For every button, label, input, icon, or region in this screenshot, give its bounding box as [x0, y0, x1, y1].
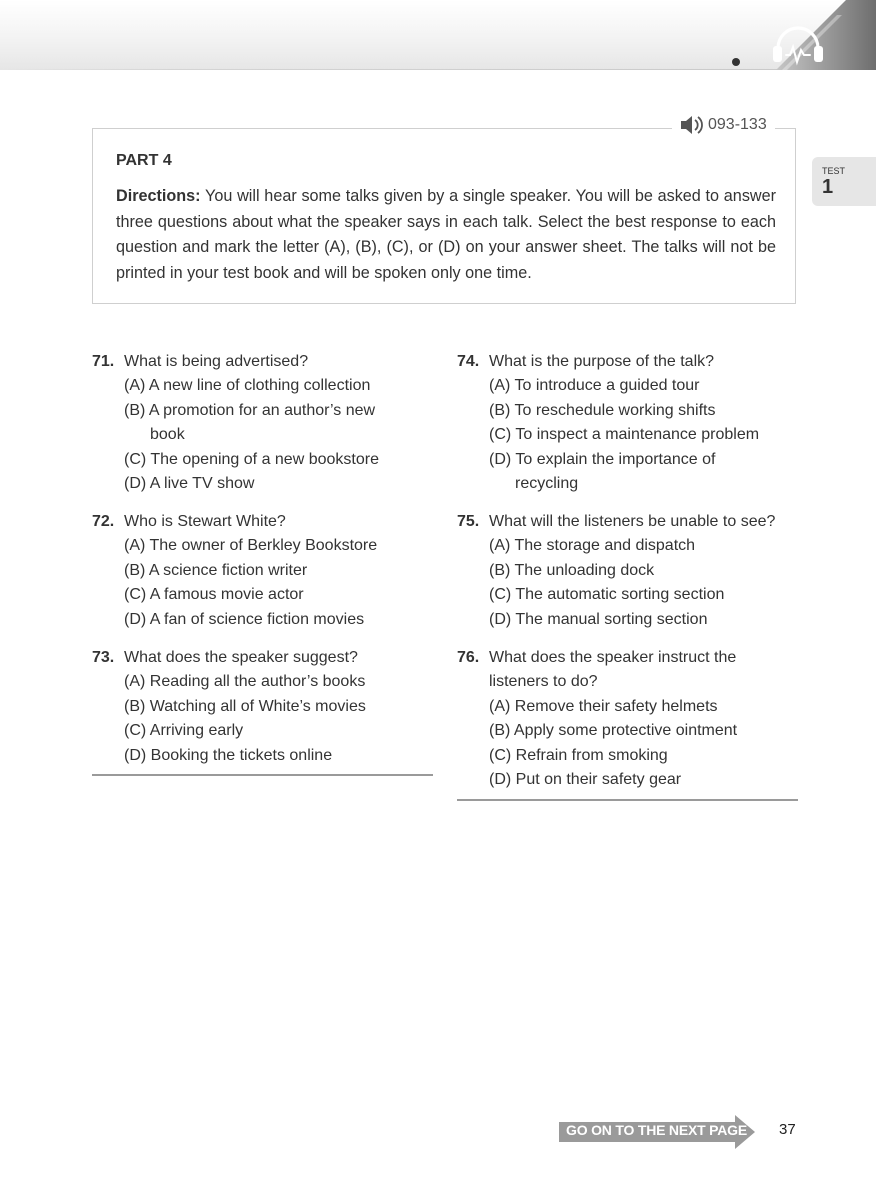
test-tab-label: TEST — [822, 166, 846, 176]
go-to-next-page-label: GO ON TO THE NEXT PAGE — [566, 1122, 747, 1138]
answer-option-a: (A) The owner of Berkley Bookstore — [124, 537, 378, 555]
audio-track-reference — [672, 116, 775, 134]
question-text: What does the speaker instruct the — [489, 649, 737, 666]
directions-text — [116, 184, 776, 286]
question-number: 73. — [92, 649, 115, 666]
right-column-divider — [457, 799, 798, 801]
question-text: What is being advertised? — [124, 353, 309, 370]
header-corner — [716, 0, 876, 70]
answer-option-c: (C) A famous movie actor — [124, 586, 304, 604]
question-75 — [457, 510, 797, 632]
directions-body: You will hear some talks given by a single speaker. You will be asked to answer three questions about what the speaker says in each talk. Select the best response to each question and mark the letter (A), (B), (C), or (D) on your answer sheet. The talks will not be printed in your test book and will be spoken only one time. — [116, 187, 776, 282]
answer-option-b: (B) The unloading dock — [489, 561, 655, 579]
test-tab — [812, 157, 876, 206]
answer-option-d: (D) A live TV show — [124, 475, 255, 493]
answer-option-a: (A) A new line of clothing collection — [124, 377, 371, 395]
answer-option-c: (C) Arriving early — [124, 722, 244, 740]
answer-option-d: (D) Booking the tickets online — [124, 746, 333, 764]
left-column-divider — [92, 774, 433, 776]
answer-option-c: (C) The opening of a new bookstore — [124, 450, 379, 468]
answer-option-c: (C) The automatic sorting section — [489, 586, 725, 604]
question-text: What does the speaker suggest? — [124, 649, 358, 666]
answer-option-a: (A) Reading all the author’s books — [124, 673, 366, 691]
answer-option-d: (D) A fan of science fiction movies — [124, 610, 365, 628]
test-tab-number: 1 — [822, 176, 834, 198]
question-text: What will the listeners be unable to see? — [489, 513, 776, 530]
question-text-continued: listeners to do? — [489, 673, 598, 691]
answer-option-d: (D) Put on their safety gear — [489, 771, 682, 789]
question-number: 76. — [457, 649, 480, 666]
question-number: 74. — [457, 353, 480, 370]
speaker-icon — [680, 116, 706, 134]
question-76 — [457, 646, 797, 792]
question-text: Who is Stewart White? — [124, 513, 286, 530]
answer-option-c: (C) Refrain from smoking — [489, 746, 668, 764]
answer-option-a: (A) To introduce a guided tour — [489, 377, 700, 395]
part-title: PART 4 — [116, 152, 172, 169]
question-number: 75. — [457, 513, 480, 530]
audio-track-number: 093-133 — [708, 116, 767, 133]
header-dot — [732, 58, 740, 66]
page-number: 37 — [779, 1121, 796, 1138]
answer-option-b: (B) To reschedule working shifts — [489, 401, 716, 419]
answer-option-c: (C) To inspect a maintenance problem — [489, 426, 760, 444]
question-71 — [92, 350, 427, 496]
answer-option-a: (A) The storage and dispatch — [489, 537, 696, 555]
answer-option-d-continued: recycling — [515, 475, 579, 493]
answer-option-d: (D) The manual sorting section — [489, 610, 708, 628]
question-number: 72. — [92, 513, 115, 530]
answer-option-b: (B) A promotion for an author’s new — [124, 401, 376, 419]
question-73 — [92, 646, 427, 768]
question-74 — [457, 350, 797, 496]
question-72 — [92, 510, 427, 632]
answer-option-b: (B) Apply some protective ointment — [489, 722, 738, 740]
answer-option-b: (B) A science fiction writer — [124, 561, 308, 579]
directions-label: Directions: — [116, 187, 201, 205]
answer-option-a: (A) Remove their safety helmets — [489, 697, 718, 715]
answer-option-b-continued: book — [150, 426, 185, 444]
question-number: 71. — [92, 353, 115, 370]
question-text: What is the purpose of the talk? — [489, 353, 715, 370]
answer-option-d: (D) To explain the importance of — [489, 450, 716, 468]
answer-option-b: (B) Watching all of White’s movies — [124, 697, 366, 715]
